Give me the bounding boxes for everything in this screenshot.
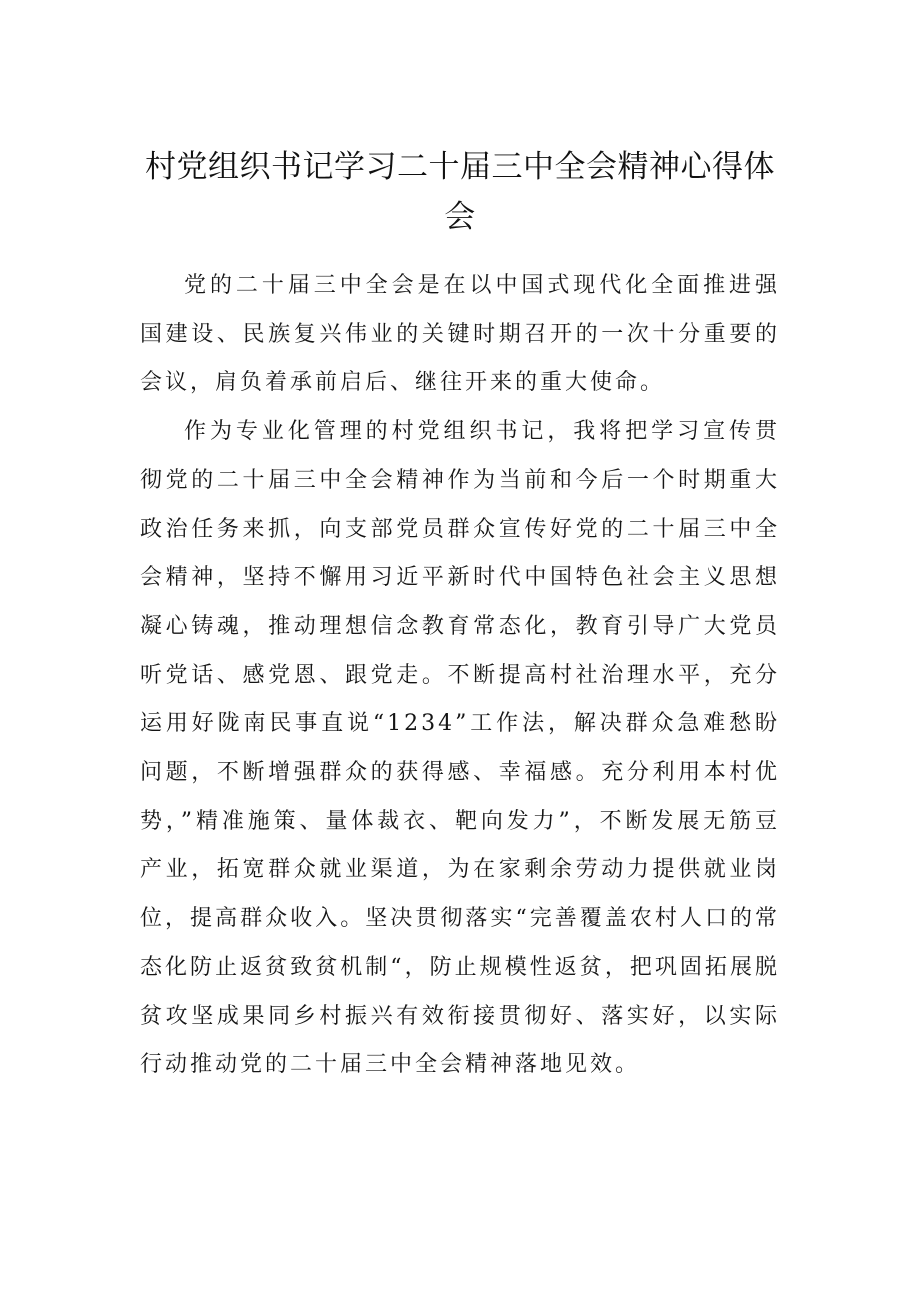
document-title: 村党组织书记学习二十届三中全会精神心得体会 bbox=[145, 149, 775, 235]
paragraph-2: 作为专业化管理的村党组织书记，我将把学习宣传贯彻党的二十届三中全会精神作为当前和今后一个时期重大政治任务来抓，向支部党员群众宣传好党的二十届三中全会精神，坚持不懈用习近平新时代中国特色社会主义思想凝心铸魂，推动理想信念教育常态化，教育引导广大党员听党话、感党恩、跟党走。不断提高村社治理水平，充分运用好陇南民事直说“1234”工作法，解决群众急难愁盼问题，不断增强群众的获得感、幸福感。充分利用本村优势，”精准施策、量体裁衣、靶向发力”，不断发展无筋豆产业，拓宽群众就业渠道，为在家剩余劳动力提供就业岗位，提高群众收入。坚决贯彻落实“完善覆盖农村人口的常态化防止返贫致贫机制“，防止规模性返贫，把巩固拓展脱贫攻坚成果同乡村振兴有效衔接贯彻好、落实好，以实际行动推动党的二十届三中全会精神落地见效。 bbox=[140, 419, 780, 1078]
paragraph-1: 党的二十届三中全会是在以中国式现代化全面推进强国建设、民族复兴伟业的关键时期召开的一次十分重要的会议，肩负着承前启后、继往开来的重大使命。 bbox=[140, 273, 780, 396]
document-body bbox=[140, 262, 780, 1090]
